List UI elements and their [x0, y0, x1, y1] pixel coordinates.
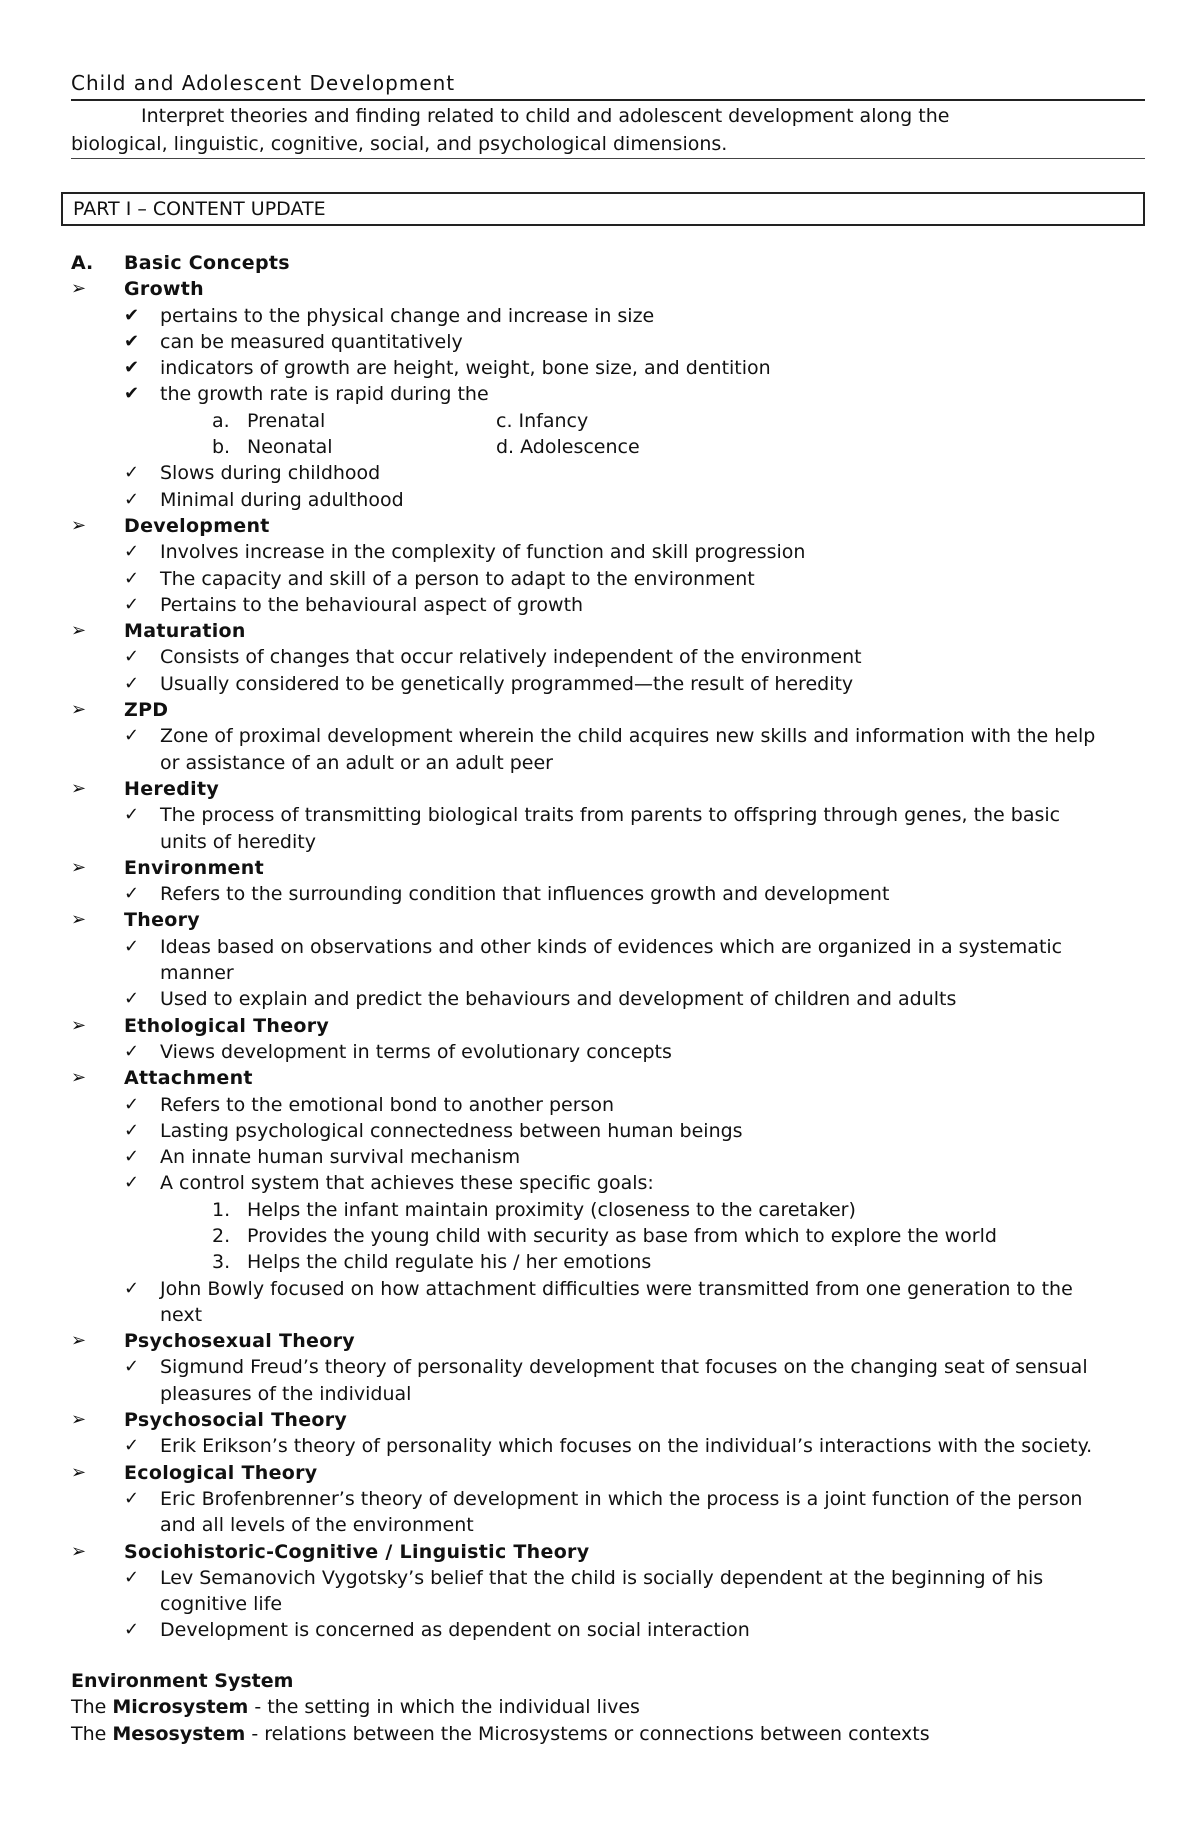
list-item-continuation: cognitive life	[160, 1593, 283, 1616]
checkmark-icon: ✓	[124, 1435, 140, 1457]
checkmark-icon: ✓	[124, 1356, 140, 1378]
stage-row: a. Prenatal c. Infancy	[212, 409, 589, 432]
concept-heading-ecological: ➢ Ecological Theory	[71, 1461, 318, 1484]
concept-heading-heredity: ➢ Heredity	[71, 777, 220, 800]
intro-line-2: biological, linguistic, cognitive, social, and psychological dimensions.	[71, 133, 728, 155]
list-item-continuation: pleasures of the individual	[160, 1382, 412, 1405]
intro-rule	[71, 158, 1145, 159]
arrow-bullet-icon: ➢	[71, 278, 87, 300]
checkmark-icon: ✓	[124, 1172, 140, 1194]
list-item-continuation: or assistance of an adult or an adult peer	[160, 751, 553, 774]
arrow-bullet-icon: ➢	[71, 1330, 87, 1352]
concept-heading-environment: ➢ Environment	[71, 856, 264, 879]
checkmark-icon: ✓	[124, 883, 140, 905]
list-item-continuation: and all levels of the environment	[160, 1514, 474, 1537]
checkmark-icon: ✔	[124, 330, 140, 352]
list-item: ✓ Views development in terms of evolutionary concepts	[124, 1040, 672, 1063]
section-heading	[71, 250, 1145, 276]
checkmark-icon: ✓	[124, 1566, 140, 1588]
title-rule	[71, 99, 1145, 101]
checkmark-icon: ✔	[124, 357, 140, 379]
arrow-bullet-icon: ➢	[71, 514, 87, 536]
checkmark-icon: ✓	[124, 646, 140, 668]
list-item: ✓ The process of transmitting biological traits from parents to offspring through genes, the basic	[124, 804, 1061, 827]
checkmark-icon: ✓	[124, 488, 140, 510]
list-item: ✓ Sigmund Freud’s theory of personality development that focuses on the changing seat of sensual	[124, 1356, 1088, 1379]
list-item: ✓ Lev Semanovich Vygotsky’s belief that the child is socially dependent at the beginning of his	[124, 1566, 1044, 1589]
list-item: ✔ can be measured quantitatively	[124, 330, 463, 353]
concept-heading-theory: ➢ Theory	[71, 909, 200, 932]
section-letter: A.	[71, 252, 94, 274]
goal-item: 3. Helps the child regulate his / her emotions	[212, 1251, 652, 1274]
checkmark-icon: ✓	[124, 1619, 140, 1641]
checkmark-icon: ✔	[124, 383, 140, 405]
arrow-bullet-icon: ➢	[71, 1461, 87, 1483]
checkmark-icon: ✓	[124, 462, 140, 484]
arrow-bullet-icon: ➢	[71, 1409, 87, 1431]
checkmark-icon: ✓	[124, 1277, 140, 1299]
list-item: ✓ The capacity and skill of a person to adapt to the environment	[124, 567, 755, 590]
list-item: ✓ Refers to the emotional bond to another person	[124, 1093, 615, 1116]
list-item-continuation: units of heredity	[160, 830, 316, 853]
concept-heading-zpd: ➢ ZPD	[71, 699, 169, 722]
document-title: Child and Adolescent Development	[71, 71, 456, 95]
list-item: ✓ An innate human survival mechanism	[124, 1146, 521, 1169]
list-item-continuation: next	[160, 1303, 203, 1326]
checkmark-icon: ✓	[124, 1093, 140, 1115]
list-item: ✓ Used to explain and predict the behaviours and development of children and adults	[124, 988, 957, 1011]
list-item-continuation: manner	[160, 962, 234, 985]
list-item: ✓ Ideas based on observations and other kinds of evidences which are organized in a systematic	[124, 935, 1063, 958]
arrow-bullet-icon: ➢	[71, 1067, 87, 1089]
checkmark-icon: ✓	[124, 935, 140, 957]
checkmark-icon: ✓	[124, 567, 140, 589]
concept-heading-sociohistoric: ➢ Sociohistoric-Cognitive / Linguistic Theory	[71, 1540, 590, 1563]
list-item: ✓ Involves increase in the complexity of function and skill progression	[124, 541, 806, 564]
list-item: ✔ indicators of growth are height, weight, bone size, and dentition	[124, 357, 771, 380]
environment-system	[71, 1668, 930, 1747]
concept-heading-growth: ➢ Growth	[71, 278, 204, 301]
microsystem-definition: The Microsystem - the setting in which the individual lives	[71, 1696, 640, 1719]
checkmark-icon: ✓	[124, 593, 140, 615]
arrow-bullet-icon: ➢	[71, 620, 87, 642]
list-item: ✔ the growth rate is rapid during the	[124, 383, 489, 406]
arrow-bullet-icon: ➢	[71, 909, 87, 931]
section-title: Basic Concepts	[124, 252, 290, 274]
intro-paragraph	[71, 102, 1145, 158]
arrow-bullet-icon: ➢	[71, 699, 87, 721]
checkmark-icon: ✓	[124, 1119, 140, 1141]
list-item: ✓ Consists of changes that occur relatively independent of the environment	[124, 646, 862, 669]
arrow-bullet-icon: ➢	[71, 856, 87, 878]
concept-heading-attachment: ➢ Attachment	[71, 1067, 253, 1090]
intro-line-1: Interpret theories and finding related to child and adolescent development along the	[141, 105, 950, 127]
list-item: ✔ pertains to the physical change and increase in size	[124, 304, 655, 327]
content-list	[71, 250, 1145, 1644]
checkmark-icon: ✔	[124, 304, 140, 326]
concept-heading-psychosexual: ➢ Psychosexual Theory	[71, 1330, 355, 1353]
environment-system-title: Environment System	[71, 1670, 294, 1692]
checkmark-icon: ✓	[124, 804, 140, 826]
list-item: ✓ Refers to the surrounding condition that influences growth and development	[124, 883, 890, 906]
checkmark-icon: ✓	[124, 1487, 140, 1509]
concept-heading-development: ➢ Development	[71, 514, 270, 537]
list-item: ✓ Development is concerned as dependent on social interaction	[124, 1619, 750, 1642]
checkmark-icon: ✓	[124, 725, 140, 747]
list-item: ✓ Slows during childhood	[124, 462, 381, 485]
list-item: ✓ Minimal during adulthood	[124, 488, 404, 511]
checkmark-icon: ✓	[124, 541, 140, 563]
mesosystem-definition: The Mesosystem - relations between the Microsystems or connections between contexts	[71, 1722, 930, 1745]
concept-heading-ethological: ➢ Ethological Theory	[71, 1014, 330, 1037]
arrow-bullet-icon: ➢	[71, 1540, 87, 1562]
concept-heading-maturation: ➢ Maturation	[71, 620, 246, 643]
stage-row: b. Neonatal d. Adolescence	[212, 436, 640, 459]
checkmark-icon: ✓	[124, 988, 140, 1010]
checkmark-icon: ✓	[124, 1040, 140, 1062]
concept-heading-psychosocial: ➢ Psychosocial Theory	[71, 1409, 348, 1432]
part-header: PART I – CONTENT UPDATE	[61, 192, 1145, 226]
goal-item: 2. Provides the young child with security as base from which to explore the world	[212, 1224, 997, 1247]
goal-item: 1. Helps the infant maintain proximity (closeness to the caretaker)	[212, 1198, 856, 1221]
checkmark-icon: ✓	[124, 672, 140, 694]
list-item: ✓ A control system that achieves these specific goals:	[124, 1172, 654, 1195]
arrow-bullet-icon: ➢	[71, 777, 87, 799]
list-item: ✓ Erik Erikson’s theory of personality which focuses on the individual’s interactions with the society.	[124, 1435, 1093, 1458]
list-item: ✓ Lasting psychological connectedness between human beings	[124, 1119, 743, 1142]
checkmark-icon: ✓	[124, 1146, 140, 1168]
list-item: ✓ Pertains to the behavioural aspect of growth	[124, 593, 584, 616]
list-item: ✓ Zone of proximal development wherein the child acquires new skills and information with the help	[124, 725, 1096, 748]
arrow-bullet-icon: ➢	[71, 1014, 87, 1036]
list-item: ✓ John Bowly focused on how attachment difficulties were transmitted from one generation to the	[124, 1277, 1073, 1300]
list-item: ✓ Eric Brofenbrenner’s theory of development in which the process is a joint function of the person	[124, 1487, 1083, 1510]
list-item: ✓ Usually considered to be genetically programmed—the result of heredity	[124, 672, 854, 695]
